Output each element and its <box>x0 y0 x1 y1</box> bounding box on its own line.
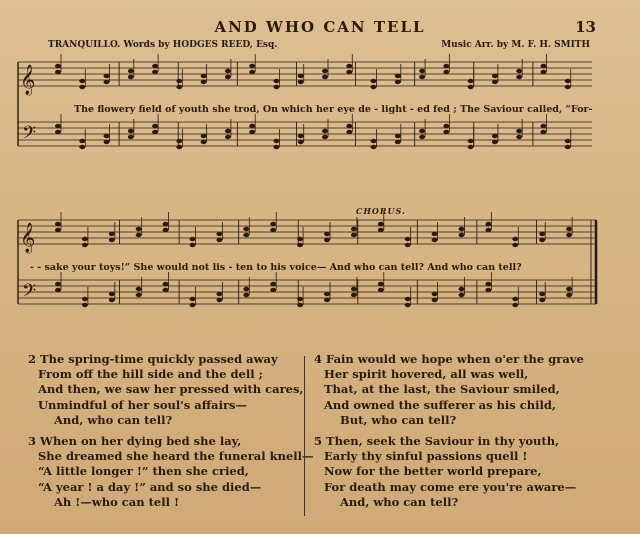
treble-note-notehead <box>371 79 377 83</box>
treble-note-notehead <box>55 222 61 226</box>
bass-note-notehead <box>109 298 115 302</box>
treble-note-notehead <box>324 232 330 236</box>
treble-note-notehead <box>79 79 85 83</box>
treble-note-notehead <box>176 79 182 83</box>
treble-note-notehead <box>405 237 411 241</box>
bass-note-notehead <box>298 134 304 138</box>
bass-note-notehead <box>55 282 61 286</box>
bass-note-notehead <box>539 292 545 296</box>
bass-note-notehead <box>216 292 222 296</box>
treble-note-notehead <box>432 238 438 242</box>
verse-line: Her spirit hovered, all was well, <box>324 367 529 382</box>
verse-refrain: And, who can tell? <box>54 412 173 427</box>
verse-2 <box>28 352 314 428</box>
treble-note-notehead <box>459 233 465 237</box>
verse-line: Now for the better world prepare, <box>324 464 542 479</box>
bass-note-notehead <box>322 129 328 133</box>
treble-note-notehead <box>395 80 401 84</box>
verse-line: From off the hill side and the dell ; <box>38 367 263 382</box>
bass-note-notehead <box>190 303 196 307</box>
bass-note-notehead <box>128 135 134 139</box>
treble-note-notehead <box>419 69 425 73</box>
bass-note-notehead <box>190 297 196 301</box>
treble-note-notehead <box>378 222 384 226</box>
lyrics-line-2: - - sake your toys!” She would not lis - ten to his voice— And who can tell? And who can tell? <box>30 262 522 273</box>
treble-note-notehead <box>152 64 158 68</box>
treble-note-notehead <box>201 74 207 78</box>
bass-note-notehead <box>371 139 377 143</box>
bass-note-notehead <box>395 140 401 144</box>
bass-note-notehead <box>395 134 401 138</box>
treble-note-notehead <box>432 232 438 236</box>
treble-note-notehead <box>216 232 222 236</box>
treble-note-notehead <box>492 74 498 78</box>
treble-note-notehead <box>459 227 465 231</box>
treble-note-notehead <box>104 80 110 84</box>
bass-note-notehead <box>104 134 110 138</box>
treble-note-notehead <box>566 233 572 237</box>
bass-note-notehead <box>322 135 328 139</box>
bass-note-notehead <box>79 139 85 143</box>
bass-note-notehead <box>201 140 207 144</box>
bass-note-notehead <box>225 135 231 139</box>
bass-note-notehead <box>243 287 249 291</box>
treble-note-notehead <box>190 237 196 241</box>
bass-note-notehead <box>565 139 571 143</box>
treble-note-notehead <box>136 227 142 231</box>
treble-note-notehead <box>322 69 328 73</box>
bass-note-notehead <box>55 124 61 128</box>
bass-note-notehead <box>540 130 546 134</box>
bass-note-notehead <box>152 124 158 128</box>
verses-right-column <box>314 352 584 516</box>
verse-line: “A little longer !” then she cried, <box>38 464 249 479</box>
verse-3 <box>28 434 314 510</box>
bass-note-notehead <box>243 293 249 297</box>
treble-note-notehead <box>128 75 134 79</box>
treble-note-notehead <box>82 243 88 247</box>
treble-note-notehead <box>79 85 85 89</box>
treble-note-notehead <box>346 70 352 74</box>
bass-note-notehead <box>216 298 222 302</box>
treble-note-notehead <box>566 227 572 231</box>
bass-note-notehead <box>405 303 411 307</box>
verse-number: 4 <box>314 352 323 366</box>
verse-refrain: But, who can tell? <box>340 412 457 427</box>
treble-note-notehead <box>298 80 304 84</box>
bass-note-notehead <box>419 129 425 133</box>
treble-note-notehead <box>378 228 384 232</box>
treble-note-notehead <box>249 64 255 68</box>
bass-note-notehead <box>351 293 357 297</box>
bass-note-notehead <box>136 287 142 291</box>
bass-note-notehead <box>459 287 465 291</box>
treble-clef-icon: 𝄞 <box>20 223 36 253</box>
bass-note-notehead <box>371 145 377 149</box>
bass-note-notehead <box>443 124 449 128</box>
tempo-marking: TRANQUILLO. <box>48 40 121 50</box>
bass-clef-icon: 𝄢 <box>22 281 37 306</box>
verse-5 <box>314 434 584 510</box>
bass-note-notehead <box>405 297 411 301</box>
treble-note-notehead <box>163 228 169 232</box>
treble-note-notehead <box>55 64 61 68</box>
bass-note-notehead <box>176 139 182 143</box>
treble-note-notehead <box>273 85 279 89</box>
treble-note-notehead <box>298 74 304 78</box>
bass-note-notehead <box>270 282 276 286</box>
bass-note-notehead <box>298 140 304 144</box>
verse-line: She dreamed she heard the funeral knell— <box>38 449 314 464</box>
treble-note-notehead <box>540 64 546 68</box>
bass-note-notehead <box>55 288 61 292</box>
bass-note-notehead <box>459 293 465 297</box>
bass-note-notehead <box>82 303 88 307</box>
treble-note-notehead <box>128 69 134 73</box>
bass-note-notehead <box>346 124 352 128</box>
bass-note-notehead <box>163 288 169 292</box>
bass-note-notehead <box>432 292 438 296</box>
treble-note-notehead <box>539 238 545 242</box>
treble-note-notehead <box>539 232 545 236</box>
bass-note-notehead <box>512 303 518 307</box>
verse-line: And then, we saw her pressed with cares, <box>38 382 304 397</box>
bass-note-notehead <box>378 288 384 292</box>
bass-note-notehead <box>55 130 61 134</box>
treble-note-notehead <box>351 233 357 237</box>
treble-note-notehead <box>82 237 88 241</box>
treble-note-notehead <box>176 85 182 89</box>
chorus-label: CHORUS. <box>356 206 406 216</box>
treble-clef-icon: 𝄞 <box>20 65 36 95</box>
treble-note-notehead <box>104 74 110 78</box>
treble-note-notehead <box>270 228 276 232</box>
verse-line: Early thy sinful passions quell ! <box>324 449 528 464</box>
bass-note-notehead <box>128 129 134 133</box>
lyrics-line-1: The flowery field of youth she trod, On which her eye de - light - ed fed ; The Saviour called, “For- <box>74 104 593 115</box>
treble-note-notehead <box>512 237 518 241</box>
bass-note-notehead <box>273 145 279 149</box>
bass-note-notehead <box>468 145 474 149</box>
treble-note-notehead <box>270 222 276 226</box>
bass-note-notehead <box>565 145 571 149</box>
treble-note-notehead <box>512 243 518 247</box>
verse-line: That, at the last, the Saviour smiled, <box>324 382 560 397</box>
treble-note-notehead <box>565 79 571 83</box>
bass-note-notehead <box>324 298 330 302</box>
bass-note-notehead <box>225 129 231 133</box>
bass-note-notehead <box>270 288 276 292</box>
verse-number: 2 <box>28 352 37 366</box>
bass-note-notehead <box>512 297 518 301</box>
treble-note-notehead <box>351 227 357 231</box>
bass-note-notehead <box>566 287 572 291</box>
hymn-title: AND WHO CAN TELL <box>214 18 426 36</box>
bass-note-notehead <box>539 298 545 302</box>
treble-note-notehead <box>485 228 491 232</box>
bass-note-notehead <box>516 135 522 139</box>
verses-left-column <box>28 352 314 516</box>
bass-note-notehead <box>79 145 85 149</box>
bass-note-notehead <box>443 130 449 134</box>
bass-note-notehead <box>468 139 474 143</box>
treble-note-notehead <box>249 70 255 74</box>
treble-note-notehead <box>322 75 328 79</box>
bass-note-notehead <box>201 134 207 138</box>
bass-note-notehead <box>516 129 522 133</box>
bass-note-notehead <box>273 139 279 143</box>
treble-note-notehead <box>136 233 142 237</box>
bass-note-notehead <box>109 292 115 296</box>
treble-note-notehead <box>405 243 411 247</box>
bass-note-notehead <box>324 292 330 296</box>
verse-line: And owned the sufferer as his child, <box>324 397 556 412</box>
bass-note-notehead <box>136 293 142 297</box>
treble-note-notehead <box>201 80 207 84</box>
treble-note-notehead <box>55 228 61 232</box>
bass-note-notehead <box>163 282 169 286</box>
bass-note-notehead <box>346 130 352 134</box>
page-number: 13 <box>575 18 596 36</box>
treble-note-notehead <box>109 238 115 242</box>
treble-note-notehead <box>516 69 522 73</box>
bass-note-notehead <box>432 298 438 302</box>
treble-note-notehead <box>540 70 546 74</box>
treble-note-notehead <box>419 75 425 79</box>
verse-line: Fain would we hope when o'er the grave <box>326 352 584 366</box>
treble-note-notehead <box>190 243 196 247</box>
verse-4 <box>314 352 584 428</box>
treble-note-notehead <box>395 74 401 78</box>
treble-note-notehead <box>243 233 249 237</box>
treble-note-notehead <box>55 70 61 74</box>
bass-note-notehead <box>351 287 357 291</box>
treble-note-notehead <box>443 64 449 68</box>
bass-note-notehead <box>419 135 425 139</box>
verse-number: 5 <box>314 434 323 449</box>
bass-note-notehead <box>249 130 255 134</box>
treble-note-notehead <box>468 85 474 89</box>
treble-note-notehead <box>565 85 571 89</box>
bass-note-notehead <box>566 293 572 297</box>
bass-note-notehead <box>176 145 182 149</box>
verse-line: When on her dying bed she lay, <box>40 434 242 449</box>
treble-note-notehead <box>152 70 158 74</box>
treble-note-notehead <box>371 85 377 89</box>
verse-line: Then, seek the Saviour in thy youth, <box>326 434 560 449</box>
treble-note-notehead <box>468 79 474 83</box>
verse-number: 3 <box>28 434 37 449</box>
music-credit: Music Arr. by M. F. H. SMITH <box>441 40 590 50</box>
bass-note-notehead <box>249 124 255 128</box>
treble-note-notehead <box>516 75 522 79</box>
treble-note-notehead <box>243 227 249 231</box>
treble-note-notehead <box>163 222 169 226</box>
bass-note-notehead <box>152 130 158 134</box>
treble-note-notehead <box>492 80 498 84</box>
bass-note-notehead <box>82 297 88 301</box>
verse-refrain: Ah !—who can tell ! <box>54 494 180 509</box>
verse-line: For death may come ere you're aware— <box>324 479 577 494</box>
bass-note-notehead <box>492 134 498 138</box>
bass-note-notehead <box>378 282 384 286</box>
bass-note-notehead <box>492 140 498 144</box>
treble-note-notehead <box>225 69 231 73</box>
treble-note-notehead <box>109 232 115 236</box>
bass-note-notehead <box>104 140 110 144</box>
treble-note-notehead <box>225 75 231 79</box>
treble-note-notehead <box>443 70 449 74</box>
treble-note-notehead <box>216 238 222 242</box>
bass-note-notehead <box>485 282 491 286</box>
verse-line: Unmindful of her soul's affairs— <box>38 397 247 412</box>
treble-note-notehead <box>273 79 279 83</box>
verse-line: The spring-time quickly passed away <box>40 352 278 366</box>
treble-note-notehead <box>346 64 352 68</box>
bass-clef-icon: 𝄢 <box>22 123 37 148</box>
bass-note-notehead <box>540 124 546 128</box>
words-credit: Words by HODGES REED, Esq. <box>123 40 278 50</box>
bass-note-notehead <box>485 288 491 292</box>
verse-refrain: And, who can tell? <box>340 494 459 509</box>
treble-note-notehead <box>324 238 330 242</box>
verse-line: “A year ! a day !” and so she died— <box>38 479 262 494</box>
treble-note-notehead <box>485 222 491 226</box>
